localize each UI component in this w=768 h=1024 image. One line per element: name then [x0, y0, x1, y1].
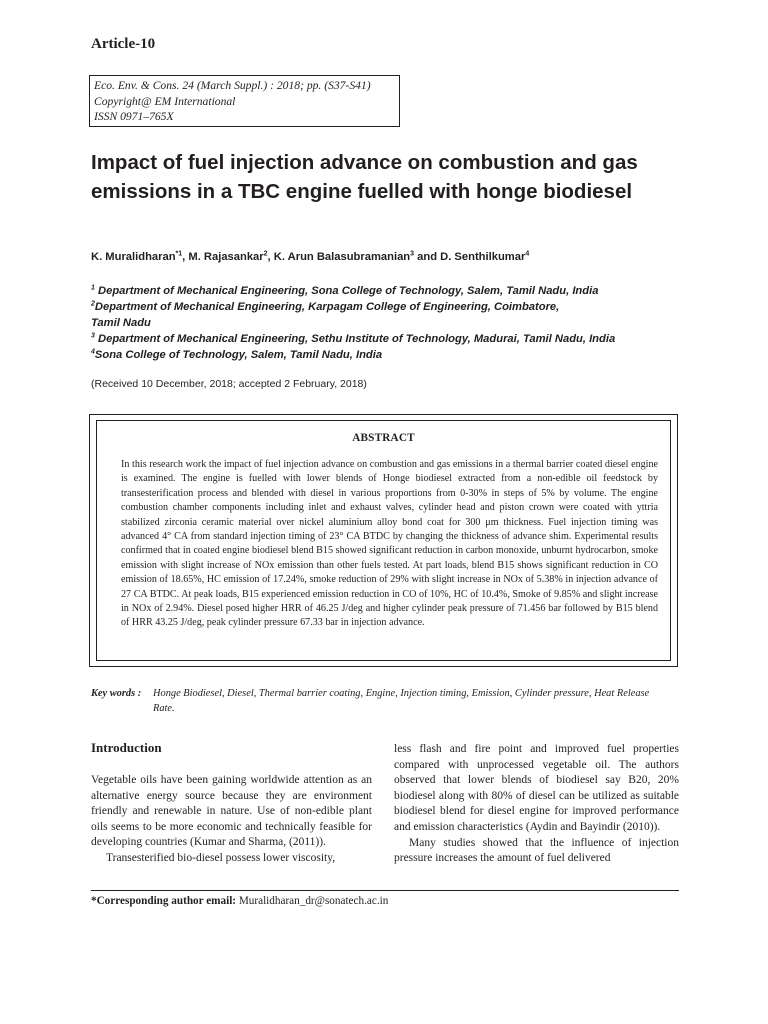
abstract-inner-frame	[96, 420, 671, 661]
body-column-right	[394, 742, 679, 867]
paragraph: Vegetable oils have been gaining worldwide attention as an alternative energy source because they are environment friendly and renewable in nature. Use of non-edible plant oils seems to be more economic and technically feasible for developing countries (Kumar and Sharma, (2011)).	[91, 774, 372, 849]
footnote-divider	[91, 890, 679, 891]
paragraph: Transesterified bio-diesel possess lower viscosity,	[106, 851, 336, 864]
affiliation-line	[91, 347, 691, 363]
footnote-label: *Corresponding author email:	[91, 895, 237, 907]
keywords-text: Honge Biodiesel, Diesel, Thermal barrier coating, Engine, Injection timing, Emission, Cylinder pressure, Heat Release Rate.	[153, 688, 650, 714]
author-affiliation-mark: 3	[410, 250, 415, 258]
author-separator: and	[414, 251, 441, 263]
citation-copyright-line: Copyright@ EM International	[94, 94, 236, 108]
affiliation-list	[91, 283, 691, 363]
keywords-label: Key words :	[91, 688, 142, 699]
affiliation-text: Department of Mechanical Engineering, Sethu Institute of Technology, Madurai, Tamil Nadu, India	[94, 333, 616, 346]
author-affiliation-mark: 4	[525, 250, 530, 258]
affiliation-mark: 4	[91, 348, 95, 356]
abstract-text: In this research work the impact of fuel injection advance on combustion and gas emissions in a thermal barrier coated diesel engine is examined. The engine is fuelled with lower blends of Honge biodiesel extracted from a non-edible oil feedstock by transesterification process and blended with diesel in various proportions from 0-30% in steps of 5% by volume. The engine combustion chamber components including inlet and exhaust valves, cylinder head and piston crown were coated with yttria stabilized zirconia ceramic material over nickel aluminium alloy bond coat for 300 μm thickness. Fuel injection timing was advanced 4° CA from standard injection timing of 23° CA BTDC by changing the thickness of advance shim. Experimental results confirmed that in coated engine biodiesel blend B15 showed significant reduction in carbon monoxide, unburnt hydrocarbon, smoke emission with slight increase of NOx emission than other fuels tested. At part loads, blend B15 shows significant reduction in CO emission of 18.65%, HC emission of 17.24%, smoke reduction of 29% with slight increase in NOx of 5.38% in injection advance of 27 CA BTDC. At peak loads, B15 experienced emission reduction in CO of 10%, HC of 10.4%, Smoke of 9.85% and slight increase in NOx of 2.94%. Diesel posed higher HRR of 46.25 J/deg and higher cylinder peak pressure of 71.456 bar followed by B15 blend of HRR 43.25 J/deg, peak cylinder pressure 67.33 bar in injection advance.	[121, 459, 658, 629]
affiliation-text: Department of Mechanical Engineering, Karpagam College of Engineering, Coimbatore,	[94, 301, 560, 314]
author-separator: ,	[182, 251, 189, 263]
author-list	[91, 251, 529, 263]
affiliation-text: Department of Mechanical Engineering, Sona College of Technology, Salem, Tamil Nadu, India	[94, 285, 599, 297]
article-label: Article-10	[91, 36, 156, 52]
author-affiliation-mark: *1	[175, 250, 183, 258]
abstract-box	[89, 414, 678, 667]
received-dates: (Received 10 December, 2018; accepted 2 February, 2018)	[91, 378, 367, 390]
affiliation-mark: 1	[91, 284, 95, 292]
affiliation-text: Tamil Nadu	[91, 317, 151, 330]
affiliation-line	[91, 283, 691, 299]
affiliation-line	[91, 299, 691, 315]
author-affiliation-mark: 2	[263, 250, 268, 258]
author-name: M. Rajasankar	[188, 251, 264, 263]
introduction-heading: Introduction	[91, 740, 162, 755]
citation-issn-line: ISSN 0971–765X	[94, 110, 174, 123]
author-email-link[interactable]: Muralidharan_dr@sonatech.ac.in	[238, 895, 389, 907]
citation-box	[89, 75, 400, 127]
paragraph: Many studies showed that the influence of injection pressure increases the amount of fuel delivered	[394, 836, 679, 865]
paragraph: less flash and fire point and improved fuel properties compared with unprocessed vegetable oil. The authors observed that lower blends of biodiesel say B20, 20% biodiesel along with 80% of diesel can be utilized as suitable biodiesel blend for diesel engine for improved performance and emission characteristics (Aydin and Bayindir (2010)).	[394, 743, 679, 833]
body-column-left	[91, 773, 372, 867]
affiliation-line	[91, 331, 691, 347]
author-separator: ,	[267, 251, 274, 263]
affiliation-mark: 3	[91, 332, 95, 340]
affiliation-line	[91, 315, 691, 331]
corresponding-author-footnote	[91, 895, 388, 907]
paper-title: Impact of fuel injection advance on combustion and gas emissions in a TBC engine fuelled with honge biodiesel	[91, 151, 638, 203]
author-name: K. Arun Balasubramanian	[273, 251, 411, 263]
abstract-heading: ABSTRACT	[352, 432, 415, 444]
affiliation-mark: 2	[91, 300, 95, 308]
affiliation-text: Sona College of Technology, Salem, Tamil Nadu, India	[94, 349, 383, 362]
author-name: K. Muralidharan	[91, 251, 176, 263]
citation-journal-line: Eco. Env. & Cons. 24 (March Suppl.) : 2018; pp. (S37-S41)	[94, 79, 371, 92]
author-name: D. Senthilkumar	[440, 251, 526, 263]
